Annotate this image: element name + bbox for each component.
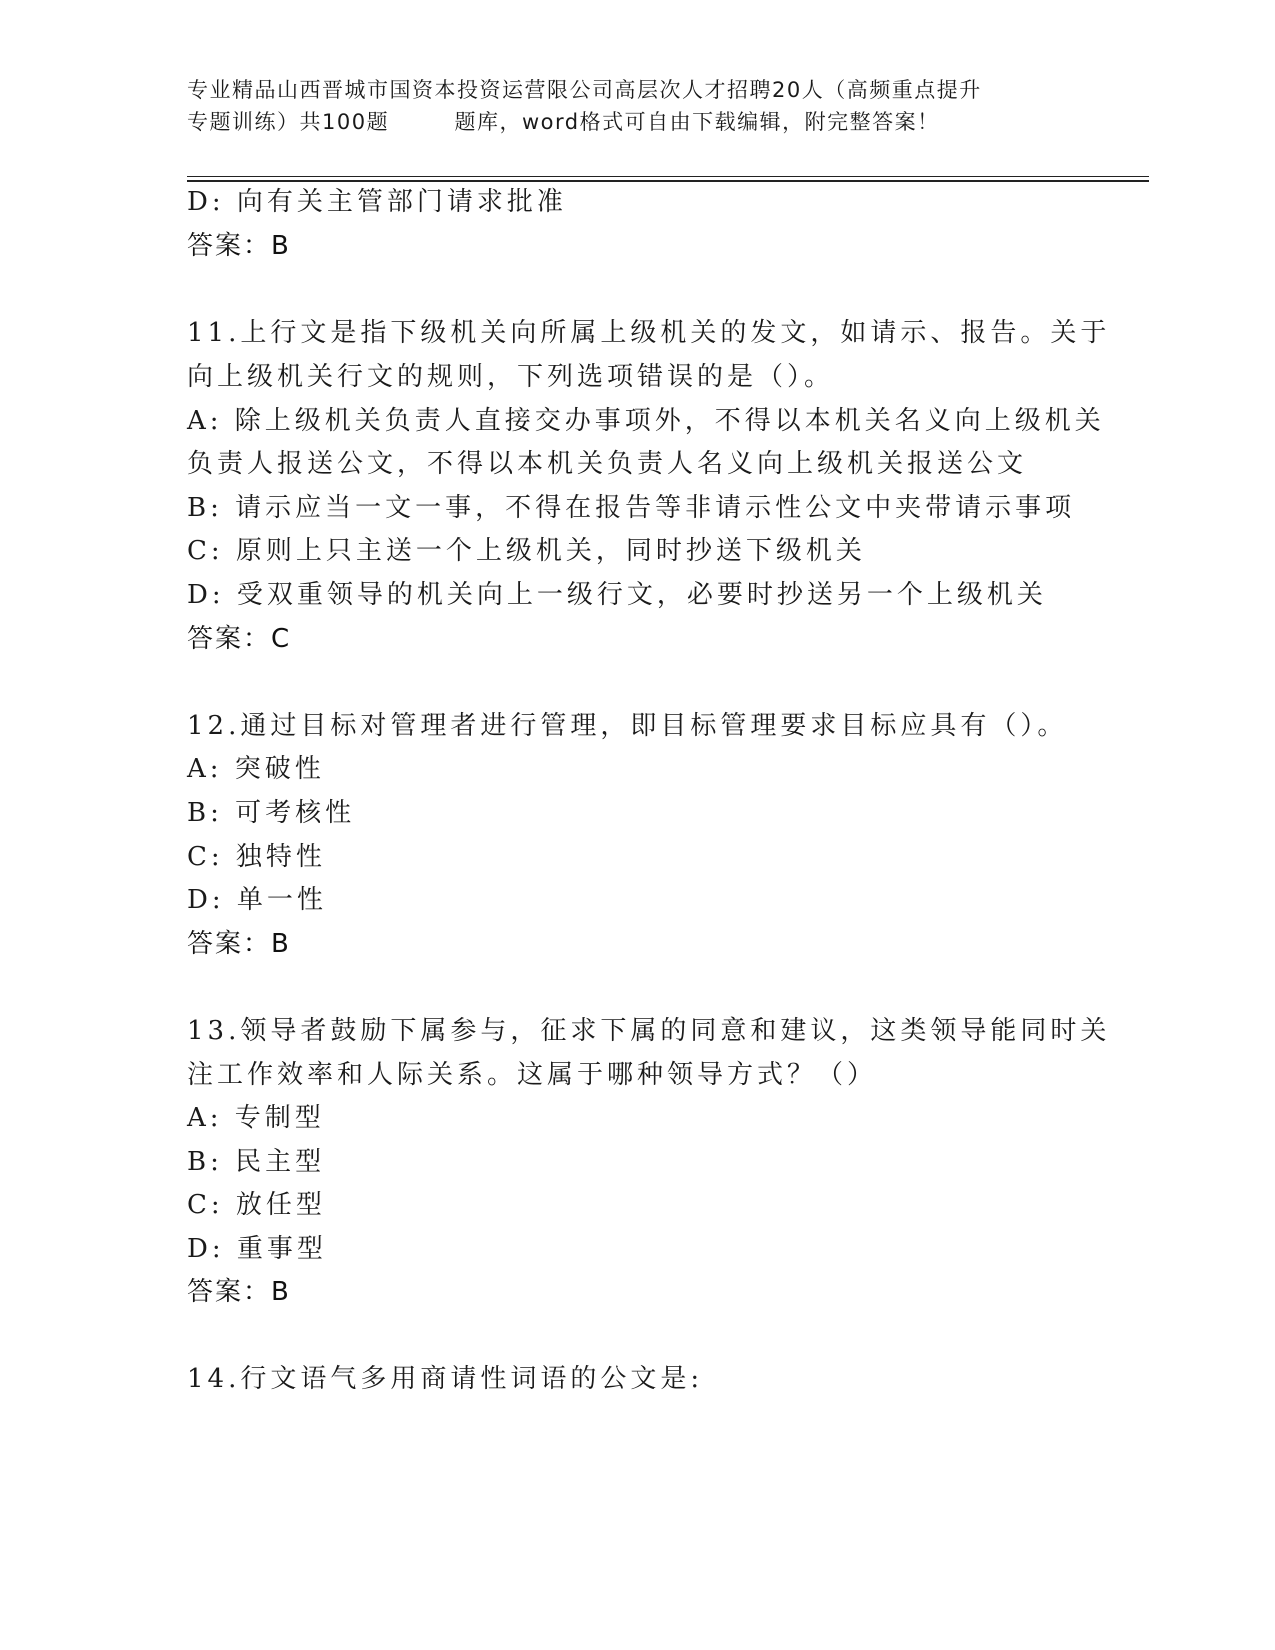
q11-option-c: C: 原则上只主送一个上级机关，同时抄送下级机关 xyxy=(187,536,866,566)
q12-answer: 答案：B xyxy=(187,929,291,959)
q11-option-b: B: 请示应当一文一事，不得在报告等非请示性公文中夹带请示事项 xyxy=(187,493,1076,523)
q13-option-c: C: 放任型 xyxy=(187,1190,326,1220)
q11-stem-line-1: 11.上行文是指下级机关向所属上级机关的发文，如请示、报告。关于 xyxy=(187,318,1111,348)
header-title-line-1: 专业精品山西晋城市国资本投资运营限公司高层次人才招聘20人（高频重点提升 xyxy=(187,78,982,102)
q11-option-a-line-2: 负责人报送公文，不得以本机关负责人名义向上级机关报送公文 xyxy=(187,449,1028,479)
prev-option-d: D: 向有关主管部门请求批准 xyxy=(187,187,567,217)
q13-stem-line-1: 13.领导者鼓励下属参与，征求下属的同意和建议，这类领导能同时关 xyxy=(187,1016,1111,1046)
q12-option-c: C: 独特性 xyxy=(187,842,326,872)
q11-stem-line-2: 向上级机关行文的规则，下列选项错误的是（）。 xyxy=(187,362,835,392)
q11-option-d: D: 受双重领导的机关向上一级行文，必要时抄送另一个上级机关 xyxy=(187,580,1047,610)
q12-option-d: D: 单一性 xyxy=(187,885,327,915)
prev-answer: 答案：B xyxy=(187,231,291,261)
q13-answer: 答案：B xyxy=(187,1277,291,1307)
q13-option-b: B: 民主型 xyxy=(187,1147,326,1177)
header-divider-thin xyxy=(187,176,1149,177)
header-title-line-2: 专题训练）共100题 题库，word格式可自由下载编辑，附完整答案！ xyxy=(187,110,940,134)
q13-option-a: A: 专制型 xyxy=(187,1103,325,1133)
q13-stem-line-2: 注工作效率和人际关系。这属于哪种领导方式？（） xyxy=(187,1060,878,1090)
header-divider-thick xyxy=(187,180,1149,182)
document-header xyxy=(187,74,1087,138)
q12-stem-line-1: 12.通过目标对管理者进行管理，即目标管理要求目标应具有（）。 xyxy=(187,711,1068,741)
q12-option-a: A: 突破性 xyxy=(187,754,325,784)
q13-option-d: D: 重事型 xyxy=(187,1234,327,1264)
q14-stem-line-1: 14.行文语气多用商请性词语的公文是: xyxy=(187,1364,704,1394)
q11-option-a-line-1: A: 除上级机关负责人直接交办事项外，不得以本机关名义向上级机关 xyxy=(187,406,1105,436)
q11-answer: 答案：C xyxy=(187,624,292,654)
q12-option-b: B: 可考核性 xyxy=(187,798,356,828)
